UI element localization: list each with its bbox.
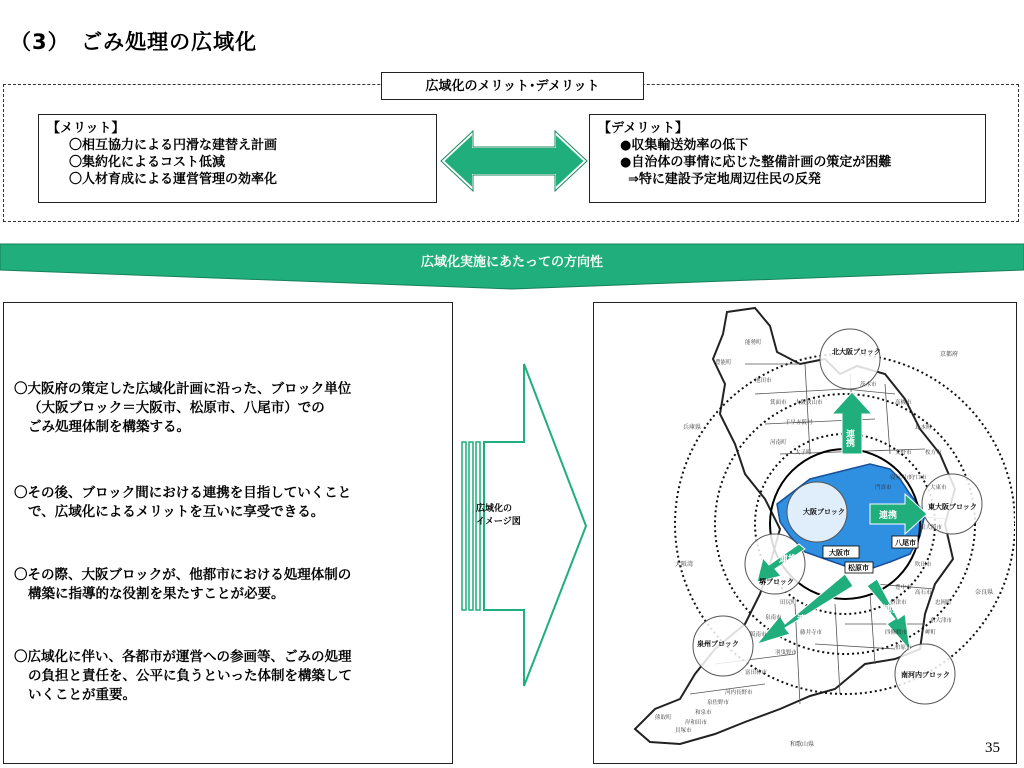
municipality-label: 四條畷市 [885,630,908,636]
municipality-label: 羽曳野市 [775,650,798,656]
policy-point: 〇その後、ブロック間における連携を目指していくこと で、広域化によるメリットを互いに享受できる。 [14,485,352,520]
city-label: 松原市 [848,564,869,572]
region-label: 奈良県 [975,589,994,596]
municipality-label: 枚方市 [925,450,942,456]
municipality-label: 吹田市 [915,562,932,568]
policy-point: 〇その際、大阪ブロックが、他都市における処理体制の 構築に指導的な役割を果たすことが必要。 [14,567,352,602]
municipality-label: 大東市 [930,485,947,491]
city-label: 八尾市 [895,539,916,547]
municipality-label: 交野市 [895,450,912,456]
block-label: 東大阪ブロック [928,503,977,511]
municipality-label: 寝屋川市 [890,475,913,481]
municipality-label: 太子町 [795,450,812,456]
block-label: 泉州ブロック [697,640,739,648]
municipality-label: 泉大津市 [930,618,953,624]
municipality-label: 阪南市 [750,632,767,638]
renkei-label: 連携 [779,555,798,565]
demerit-item: ●自治体の事情に応じた整備計画の策定が困難 [620,155,892,170]
municipality-label: 池田市 [755,378,772,384]
municipality-label: 豊中市 [895,585,912,591]
municipality-label: 和泉市 [695,710,712,716]
osaka-block-map [595,304,1015,762]
renkei-label: 連携 [844,429,854,447]
block-label: 堺ブロック [759,578,794,586]
region-label: 兵庫県 [683,424,702,431]
demerit-box [589,114,986,203]
municipality-label: 藤井寺市 [800,630,823,636]
municipality-label: 豊能町 [715,360,732,366]
municipality-label: 茨木市 [860,382,877,388]
page-title: （3） ごみ処理の広域化 [10,30,258,54]
municipality-label: 河内長野市 [725,690,753,696]
policy-point: 〇大阪府の策定した広域化計画に沿った、ブロック単位 （大阪ブロック＝大阪市、松原市、八尾市）での ごみ処理体制を構築する。 [14,381,352,435]
merit-box [38,114,437,203]
municipality-label: 能勢町 [745,340,762,346]
municipality-label: 千早赤阪村 [785,420,813,426]
municipality-label: 大阪狭山市 [795,400,823,406]
municipality-label: 島本町 [915,425,932,431]
region-label: 和歌山県 [790,741,815,748]
municipality-label: 貝塚市 [675,728,692,734]
merit-heading: 【メリット】 [47,121,125,136]
block-label: 大阪ブロック [803,508,845,516]
page-number: 35 [985,740,1000,756]
municipality-label: 岸和田市 [685,720,708,726]
municipality-label: 箕面市 [770,400,787,406]
renkei-label: 連携 [879,511,898,521]
municipality-label: 岬町 [925,630,937,636]
municipality-label: 泉佐野市 [707,700,730,706]
demerit-item: ●収集輸送効率の低下 [620,138,749,153]
merit-item: 〇集約化によるコスト低減 [69,155,226,170]
block-label: 南河内ブロック [901,671,950,679]
demerit-item: ⇒特に建設予定地周辺住民の反発 [628,172,821,187]
municipality-label: 泉南市 [765,615,782,621]
municipality-label: 高槻市 [895,400,912,406]
merit-demerit-label: 広域化のメリット･デメリット [381,72,644,100]
municipality-label: 守口市 [910,475,927,481]
arrow-caption: 広域化の イメージ図 [476,504,521,527]
renkei-label: 連携 [883,605,902,615]
municipality-label: 門真市 [875,485,892,491]
block-label: 北大阪ブロック [832,348,881,356]
municipality-label: 熊取町 [655,715,672,721]
municipality-label: 富田林市 [745,670,768,676]
municipality-label: 田尻町 [780,600,797,606]
region-label: 京都府 [940,351,959,358]
municipality-label: 柏原市 [895,645,912,651]
municipality-label: 忠岡町 [935,600,952,606]
direction-banner-text: 広域化実施にあたっての方向性 [420,255,603,270]
double-arrow-icon [440,130,588,192]
municipality-label: 東大阪市 [920,525,943,531]
demerit-heading: 【デメリット】 [598,121,688,136]
renkei-label: 連携 [797,615,816,625]
municipality-label: 河南町 [770,440,787,446]
city-label: 大阪市 [829,549,850,557]
municipality-label: 高石市 [915,590,932,596]
merit-item: 〇相互協力による円滑な建替え計画 [69,138,278,153]
region-label: 大阪湾 [675,561,694,568]
merit-item: 〇人材育成による運営管理の効率化 [69,172,278,187]
policy-point: 〇広域化に伴い、各都市が運営への参画等、ごみの処理 の負担と責任を、公平に負うといった体制を構築して いくことが重要。 [14,649,352,703]
municipality-label: 摂津市 [890,600,907,606]
